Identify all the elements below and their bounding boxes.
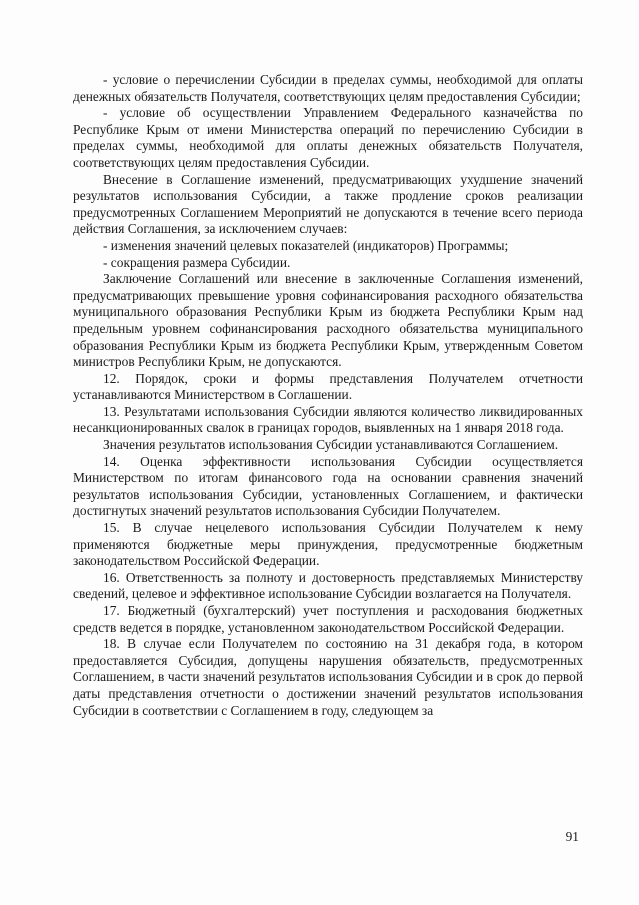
document-body [73,72,583,719]
paragraph-subsidy-transfer-condition: - условие о перечислении Субсидии в пределах суммы, необходимой для оплаты денежных обязательств Получателя, соответствующих целям предоставления Субсидии; [73,72,583,104]
paragraph-item-18: 18. В случае если Получателем по состоянию на 31 декабря года, в котором предоставляется Субсидия, допущены нарушения обязательств, предусмотренных Соглашением, в части значений результатов использования Субсидии и в срок до первой даты представления отчетности о достижении значений результатов использования Субсидии в соответствии с Соглашением в году, следующем за [73,636,583,718]
paragraph-exception-indicators: - изменения значений целевых показателей (индикаторов) Программы; [103,237,509,253]
paragraph-item-12: 12. Порядок, сроки и формы представления Получателем отчетности устанавливаются Министерством в Соглашении. [73,370,583,403]
page-number: 91 [565,829,579,844]
paragraph-treasury-condition: - условие об осуществлении Управлением Федерального казначейства по Республике Крым от имени Министерства операций по перечислению Субсидии в пределах суммы, необходимой для оплаты денежных обязательств Получателя, соответствующих целям предоставления Субсидии. [73,105,583,170]
paragraph-cofinancing-limit: Заключение Соглашений или внесение в заключенные Соглашения изменений, предусматривающих превышение уровня софинансирования расходного обязательства муниципального образования Республики Крым из бюджета Республики Крым над предельным уровнем софинансирования расходного обязательства муниципального образования Республики Крым из бюджета Республики Крым, утвержденным Советом министров Республики Крым, не допускаются. [73,271,583,370]
paragraph-item-17: 17. Бюджетный (бухгалтерский) учет поступления и расходования бюджетных средств ведется в порядке, установленном законодательством Российской Федерации. [73,603,583,635]
paragraph-item-15: 15. В случае нецелевого использования Субсидии Получателем к нему применяются бюджетные меры принуждения, предусмотренные бюджетным законодательством Российской Федерации. [73,520,583,569]
paragraph-item-16: 16. Ответственность за полноту и достоверность представляемых Министерству сведений, целевое и эффективное использование Субсидии возлагается на Получателя. [73,569,583,602]
paragraph-results-values: Значения результатов использования Субсидии устанавливаются Соглашением. [103,437,559,453]
paragraph-exception-reduction: - сокращения размера Субсидии. [103,254,291,270]
paragraph-agreement-changes: Внесение в Соглашение изменений, предусматривающих ухудшение значений результатов использования Субсидии, а также продление сроков реализации предусмотренных Соглашением Мероприятий не допускаются в течение всего периода действия Соглашения, за исключением случаев: [73,171,583,237]
paragraph-item-13: 13. Результатами использования Субсидии являются количество ликвидированных несанкционированных свалок в границах городов, выявленных на 1 января 2018 года. [73,403,583,436]
paragraph-item-14: 14. Оценка эффективности использования Субсидии осуществляется Министерством по итогам финансового года на основании сравнения значений результатов использования Субсидии, установленных Соглашением, и фактически достигнутых значений результатов использования Субсидии Получателем. [73,453,583,519]
